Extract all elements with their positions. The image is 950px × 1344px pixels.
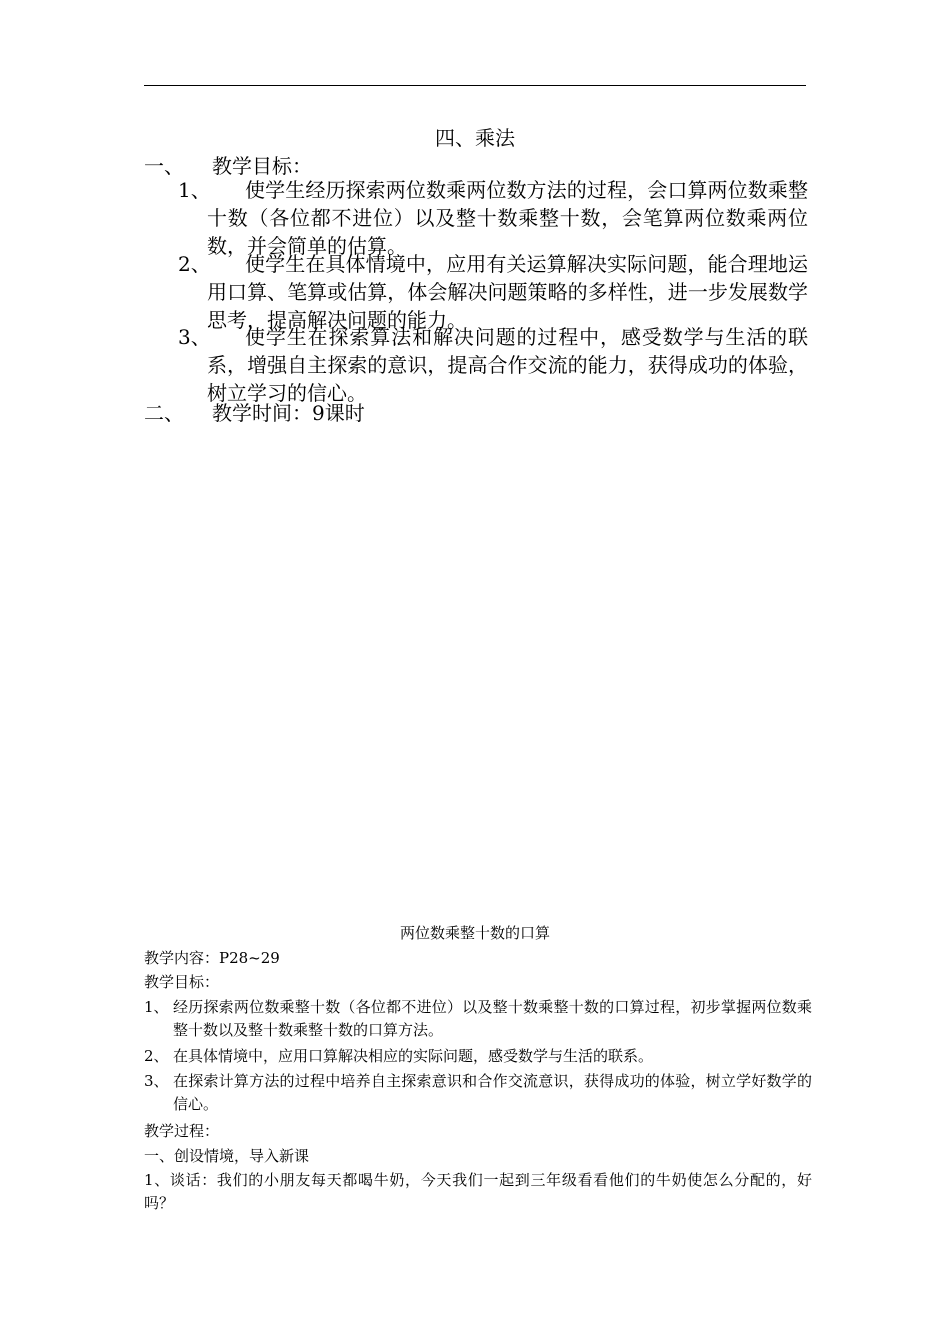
section-one-label: 教学目标：	[212, 154, 312, 178]
goal-item-1	[178, 176, 808, 260]
lesson-step-one: 一、创设情境，导入新课	[144, 1147, 310, 1165]
goal-number: 2、	[178, 252, 211, 276]
lesson-title: 两位数乘整十数的口算	[399, 924, 550, 942]
lesson-goal-text: 经历探索两位数乘整十数（各位都不进位）以及整十数乘整十数的口算过程，初步掌握两位数乘整十数以及整十数乘整十数的口算方法。	[173, 998, 812, 1039]
page-title: 四、乘法	[435, 126, 515, 150]
goal-item-3	[178, 323, 808, 407]
lesson-goal-2	[144, 1045, 812, 1068]
goal-number: 3、	[178, 325, 211, 349]
header-rule	[144, 85, 806, 86]
section-one-mark: 一、	[144, 154, 184, 178]
section-two-mark: 二、	[144, 401, 184, 425]
goal-text: 使学生经历探索两位数乘两位数方法的过程，会口算两位数乘整十数（各位都不进位）以及整十数乘整十数，会笔算两位数乘两位数，并会简单的估算。	[207, 178, 808, 258]
lesson-goal-text: 在探索计算方法的过程中培养自主探索意识和合作交流意识，获得成功的体验，树立学好数学的信心。	[173, 1072, 812, 1113]
lesson-goal-number: 1、	[144, 998, 169, 1016]
lesson-content: 教学内容：P28~29	[144, 949, 280, 967]
lesson-goal-number: 2、	[144, 1047, 169, 1065]
goal-number: 1、	[178, 178, 211, 202]
goal-text: 使学生在具体情境中，应用有关运算解决实际问题，能合理地运用口算、笔算或估算，体会解决问题策略的多样性，进一步发展数学思考，提高解决问题的能力。	[207, 252, 808, 332]
lesson-goal-number: 3、	[144, 1072, 169, 1090]
section-two-heading	[144, 399, 365, 427]
lesson-goal-text: 在具体情境中，应用口算解决相应的实际问题，感受数学与生活的联系。	[173, 1047, 654, 1065]
goal-text: 使学生在探索算法和解决问题的过程中，感受数学与生活的联系，增强自主探索的意识，提高合作交流的能力，获得成功的体验，树立学习的信心。	[207, 325, 808, 405]
goal-item-2	[178, 250, 808, 334]
lesson-talk: 1、谈话：我们的小朋友每天都喝牛奶，今天我们一起到三年级看看他们的牛奶使怎么分配的，好吗？	[144, 1171, 812, 1212]
lesson-process-heading: 教学过程：	[144, 1122, 220, 1140]
lesson-goal-1	[144, 996, 812, 1042]
lesson-goals-heading: 教学目标：	[144, 973, 220, 991]
lesson-goal-3	[144, 1070, 812, 1116]
section-two-label: 教学时间：9课时	[212, 401, 365, 425]
